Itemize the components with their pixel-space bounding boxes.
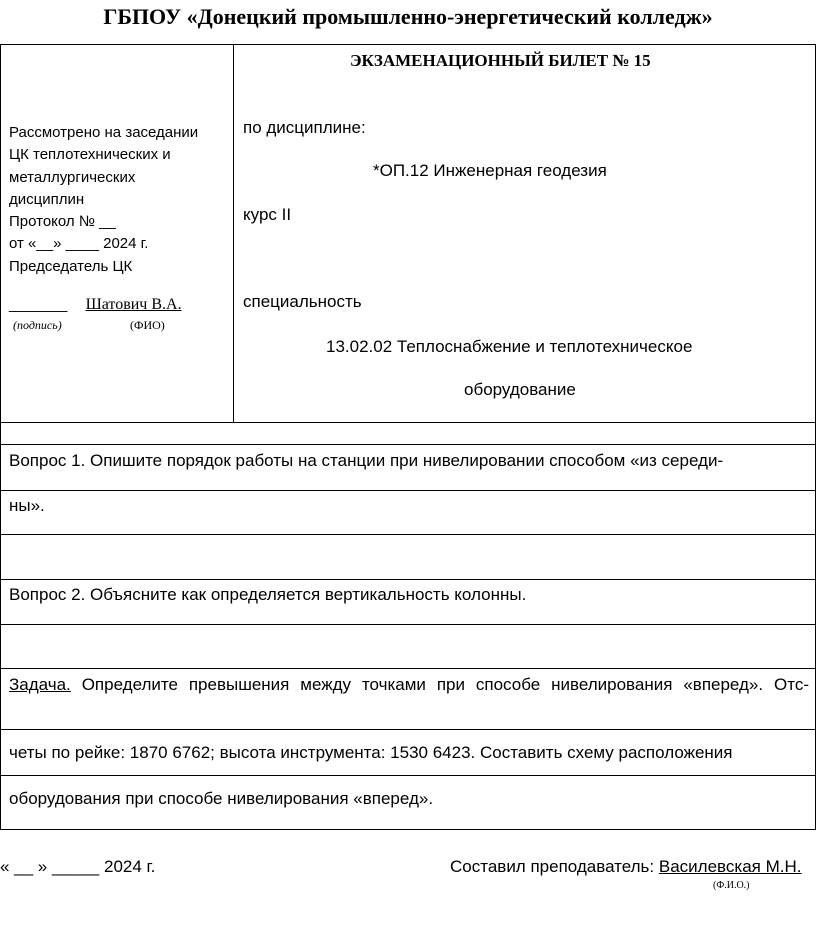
row-divider xyxy=(0,534,816,535)
row-divider xyxy=(0,775,816,776)
row-divider xyxy=(0,422,816,423)
task-line-1 xyxy=(9,673,809,696)
discipline-name: *ОП.12 Инженерная геодезия xyxy=(373,161,607,180)
question-1-continued: ны». xyxy=(9,496,45,515)
specialty-name: 13.02.02 Теплоснабжение и теплотехническое xyxy=(326,337,693,356)
row-divider xyxy=(0,668,816,669)
table-border-top xyxy=(0,44,816,45)
signature-blank: _______ xyxy=(9,296,68,313)
specialty-label: специальность xyxy=(243,292,362,311)
question-1: Вопрос 1. Опишите порядок работы на станции при нивелировании способом «из середи- xyxy=(9,451,724,470)
signature-line xyxy=(9,296,182,314)
course-label: курс II xyxy=(243,205,292,224)
approval-line: дисциплин xyxy=(9,190,85,208)
discipline-label: по дисциплине: xyxy=(243,118,366,137)
composer-line xyxy=(450,857,801,877)
table-border-left xyxy=(0,44,1,830)
row-divider xyxy=(0,624,816,625)
row-divider xyxy=(0,729,816,730)
approval-line: ЦК теплотехнических и xyxy=(9,146,171,164)
document-title: ГБПОУ «Донецкий промышленно-энергетический колледж» xyxy=(103,4,713,29)
composer-fio-caption: (Ф.И.О.) xyxy=(713,880,750,891)
task-line-3: оборудования при способе нивелирования «вперед». xyxy=(9,789,434,808)
footer-date: « __ » _____ 2024 г. xyxy=(0,857,156,876)
composer-name: Василевская М.Н. xyxy=(658,857,802,876)
row-divider xyxy=(0,579,816,580)
protocol-line: Протокол № __ xyxy=(9,213,116,231)
question-2: Вопрос 2. Объясните как определяется вертикальность колонны. xyxy=(9,585,527,604)
signature-caption: (подпись) xyxy=(13,318,62,332)
ticket-heading: ЭКЗАМЕНАЦИОННЫЙ БИЛЕТ № 15 xyxy=(350,51,651,70)
task-line-2: четы по рейке: 1870 6762; высота инструмента: 1530 6423. Составить схему расположения xyxy=(9,743,733,762)
protocol-date-line: от «__» ____ 2024 г. xyxy=(9,235,149,253)
chairman-label: Председатель ЦК xyxy=(9,257,133,275)
chair-name: Шатович В.А. xyxy=(85,296,182,313)
approval-block xyxy=(9,122,224,278)
composer-label: Составил преподаватель: xyxy=(450,857,655,876)
row-divider xyxy=(0,444,816,445)
column-divider xyxy=(233,44,234,422)
specialty-name-continued: оборудование xyxy=(464,380,576,399)
fio-caption: (ФИО) xyxy=(130,318,165,332)
table-border-bottom xyxy=(0,829,816,830)
task-text: Определите превышения между точками при способе нивелирования «вперед». Отс- xyxy=(81,675,810,694)
approval-line: металлургических xyxy=(9,168,136,186)
task-label: Задача. xyxy=(9,675,71,694)
approval-line: Рассмотрено на заседании xyxy=(9,124,199,141)
row-divider xyxy=(0,490,816,491)
